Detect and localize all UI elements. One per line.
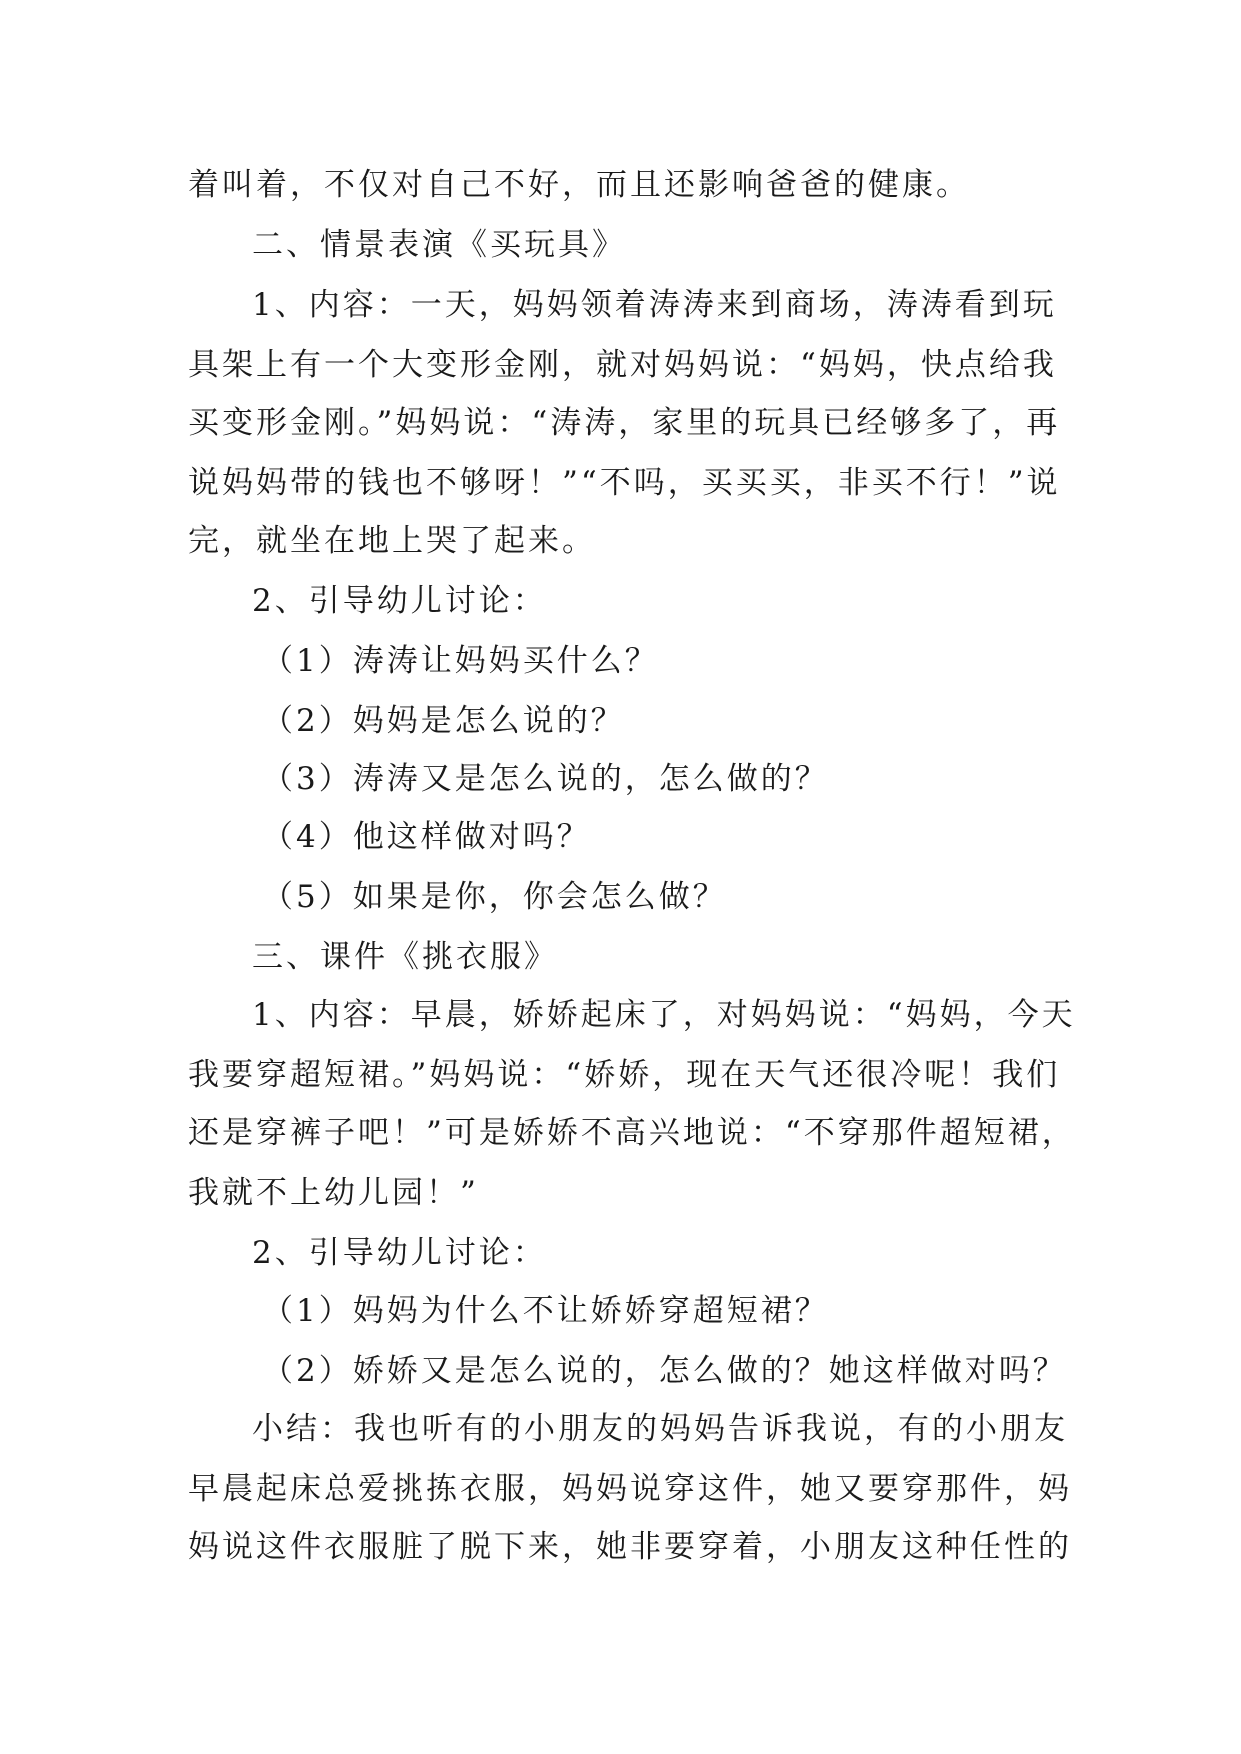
question-item: （1）妈妈为什么不让娇娇穿超短裙？ xyxy=(262,1293,829,1329)
question-item: （1）涛涛让妈妈买什么？ xyxy=(262,643,659,679)
text-line: 着叫着，不仅对自己不好，而且还影响爸爸的健康。 xyxy=(188,167,970,203)
text-line: 买变形金刚。”妈妈说：“涛涛，家里的玩具已经够多了，再 xyxy=(188,405,1061,441)
subsection-heading: 2、引导幼儿讨论： xyxy=(252,1235,547,1271)
text-line: 完，就坐在地上哭了起来。 xyxy=(188,523,596,559)
text-line: 具架上有一个大变形金刚，就对妈妈说：“妈妈，快点给我 xyxy=(188,347,1057,383)
question-item: （2）妈妈是怎么说的？ xyxy=(262,703,625,739)
text-line: 说妈妈带的钱也不够呀！”“不吗，买买买，非买不行！”说 xyxy=(188,465,1061,501)
question-item: （5）如果是你，你会怎么做？ xyxy=(262,879,727,915)
summary-line: 小结：我也听有的小朋友的妈妈告诉我说，有的小朋友 xyxy=(252,1411,1068,1447)
section-heading: 二、情景表演《买玩具》 xyxy=(252,227,626,263)
text-line: 妈说这件衣服脏了脱下来，她非要穿着，小朋友这种任性的 xyxy=(188,1529,1072,1565)
text-line: 我要穿超短裙。”妈妈说：“娇娇，现在天气还很冷呢！我们 xyxy=(188,1057,1061,1093)
question-item: （2）娇娇又是怎么说的，怎么做的？她这样做对吗？ xyxy=(262,1353,1067,1389)
text-line: 1、内容：早晨，娇娇起床了，对妈妈说：“妈妈，今天 xyxy=(252,997,1076,1033)
question-item: （4）他这样做对吗？ xyxy=(262,819,591,855)
section-heading: 三、课件《挑衣服》 xyxy=(252,939,558,975)
question-item: （3）涛涛又是怎么说的，怎么做的？ xyxy=(262,761,829,797)
text-line: 还是穿裤子吧！”可是娇娇不高兴地说：“不穿那件超短裙， xyxy=(188,1115,1076,1151)
text-line: 早晨起床总爱挑拣衣服，妈妈说穿这件，她又要穿那件，妈 xyxy=(188,1471,1072,1507)
subsection-heading: 2、引导幼儿讨论： xyxy=(252,583,547,619)
text-line: 我就不上幼儿园！” xyxy=(188,1175,479,1211)
text-line: 1、内容：一天，妈妈领着涛涛来到商场，涛涛看到玩 xyxy=(252,287,1057,323)
